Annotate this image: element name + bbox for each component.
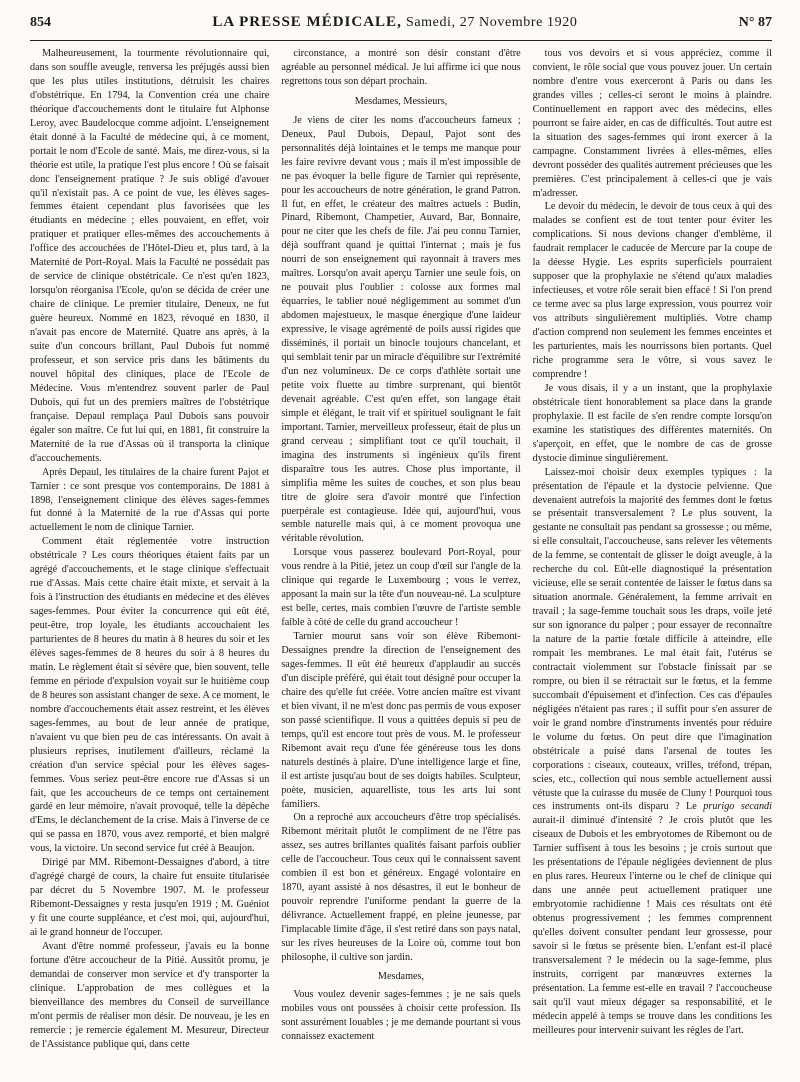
paragraph: On a reproché aux accoucheurs d'être trop spécialisés. Ribemont méritait plutôt le compliment de ne l'être pas assez, ses autres brillantes qualités faisant parfois oublier celle de l'accoucheur. Tous ceux qui le connaissent savent combien il est bon et généreux. Engagé volontaire en 1870, ayant assisté à nos désastres, il eut le bonheur de pouvoir reprendre l'uniforme pendant la guerre de la délivrance. Actuellement frappé, en pleine jeunesse, par l'implacable limite d'âge, il s'est retiré dans son pays natal, sur les rives heureuses de la Loire où, comme tout bon philosophe, il cultive son jardin. — [281, 812, 521, 963]
salutation: Mesdames, — [377, 970, 425, 982]
paragraph — [533, 466, 772, 1038]
running-title — [212, 14, 577, 31]
issue-number: N° 87 — [738, 15, 772, 30]
paragraph: Vous voulez devenir sages-femmes ; je ne sais quels mobiles vous ont poussées à choisir cette profession. Ils sont assurément louables ; je me demande pourtant si vous connaissez exactement — [281, 988, 521, 1042]
paragraph: Avant d'être nommé professeur, j'avais eu la bonne fortune d'être accoucheur de la Pitié. Aussitôt promu, je demandai de conserver mon service et d'y transporter la clinique. L'approbation de mes collègues et la bienveillance des membres du Conseil de surveillance m'ont permis de réaliser mon désir. De nouveau, je les en remercie ; je remercie également M. Mesureur, Directeur de l'Assistance publique qui, dans cette — [30, 941, 270, 1050]
paragraph: Tarnier mourut sans voir son élève Ribemont-Dessaignes prendre la direction de l'enseignement des sages-femmes. Il eût été heureux d'applaudir au succès d'un disciple préféré, qui était tout désigné pour occuper la chaire des qu'elle fut créée. Votre ancien maître est vivant et bien vivant, il ne m'est donc pas permis de vous exposer son passé scientifique. Il vous a quittées depuis si peu de temps, qu'il est encore tout près de vous. M. le professeur Ribemont avait reçu d'une fée généreuse tous les dons naturels destinés à plaire. D'une intelligence large et fine, il est artiste jusqu'au bout de ses doigts habiles. Sculpteur, poète, musicien, aquarelliste, tous les arts lui sont familiers. — [281, 631, 521, 810]
salutation: Mesdames, Messieurs, — [354, 95, 448, 107]
column-3 — [533, 47, 772, 1069]
paragraph: Le devoir du médecin, le devoir de tous ceux à qui des malades se confient est de tout tenter pour éviter les complications. Si nous devions changer d'emblème, il faudrait remplacer le caducée de Mercure par la coupe de la déesse Hygie. Les esprits superficiels pourraient supposer que la prophylaxie ne s'étend qu'aux maladies infectieuses, et votre rôle serait bien effacé ! Si l'on prend ce terme avec sa plus large expression, vous pourrez voir vos attributs singulièrement multipliés. Votre champ d'action comprend non seulement les femmes enceintes et les parturientes, mais les nourrissons bien portants. Quel riche programme sera le vôtre, si vous savez le comprendre ! — [532, 201, 772, 380]
paragraph: Après Depaul, les titulaires de la chaire furent Pajot et Tarnier : ce sont presque vos contemporains. De 1881 à 1898, l'enseignement clinique des élèves sages-femmes fut donné à la Maternité de la rue d'Assas qui porte actuellement le nom de clinique Tarnier. — [30, 466, 270, 534]
paragraph: Comment était réglementée votre instruction obstétricale ? Les cours théoriques étaient faits par un agrégé d'accouchements, et le stage clinique s'effectuait rue d'Assas. Mais cette chaire était mixte, et servait à la fois à l'instruction des étudiants en médecine et des élèves sages-femmes. Pour éviter la concurrence qui eût été, peut-être, trop loyale, les étudiants accouchaient les parturientes de 8 heures du matin à 8 heures du soir et les élèves sages-femmes de 8 heures du soir à 8 heures du matin. Le règlement était si sévère que, bien souvent, telle femme en période d'expulsion voyait sur le huitième coup de 8 heures son assistant changer de sexe. A ce moment, le nombre d'accouchements était assez restreint, et les élèves sages-femmes, au bout de leur année de pratique, n'avaient vu que bien peu de cas intéressants. On avait à plusieurs reprises, inutilement d'ailleurs, réclamé la création d'un service spécial pour les élèves sages-femmes. Vous seriez peut-être encore rue d'Assas si un fait, que les accoucheurs de ce temps ont certainement gardé en leur mémoire, n'avait provoqué, telle la dépêche d'Ems, le déclanchement de la crise. Mais à l'inverse de ce qui se passa en 1870, vous avez remporté, et bien malgré vous, la victoire. Un second service fut créé à Beaujon. — [30, 536, 270, 855]
paragraph: Dirigé par MM. Ribemont-Dessaignes d'abord, à titre d'agrégé chargé de cours, la chaire fut ensuite titularisée par décret du 5 Novembre 1907. M. le professeur Ribemont-Dessaignes y resta jusqu'en 1919 ; M. Guéniot y fit une courte suppléance, et c'est moi, qui, aujourd'hui, ai le grand honneur de l'occuper. — [30, 857, 270, 939]
column-2 — [281, 47, 520, 1069]
paragraph-text: aurait-il diminué d'intensité ? Je crois plutôt que les ciseaux de Dubois et les embryotomes de Ribemont ou de Tarnier suffisent à tous les besoins ; je crois surtout que les présentations de l'épaule négligées deviennent de plus en plus rares. Heureux l'interne ou le chef de clinique qui dans une année peut actuellement pratiquer une embryotomie rachidienne ! Mais ces résultats ont été obtenus progressivement ; les femmes comprennent qu'elles doivent consulter pendant leur grossesse, pour savoir si le fœtus se présente bien. L'enfant est-il placé transversalement ? le médecin ou la sage-femme, plus instruits, corrigent par manœuvres externes la présentation. La femme est-elle en travail ? l'accoucheuse sait qu'il vaut mieux dégager sa responsabilité, et le médecin appelé à temps se trouve dans les conditions les meilleures pour intervenir suivant les règles de l'art. — [532, 815, 772, 1036]
issue-date: Samedi, 27 Novembre 1920 — [405, 15, 578, 30]
paragraph: circonstance, a montré son désir constant d'être agréable au personnel médical. Je lui affirme ici que nous regrettons tous son départ prochain. — [281, 48, 521, 87]
page-number: 854 — [30, 15, 51, 30]
page-header — [30, 14, 772, 41]
paragraph: Malheureusement, la tourmente révolutionnaire qui, dans son souffle aveugle, renversa les préjugés aussi bien que les plus utiles institutions, détruisit les chaires d'obstétrique. En 1794, la Convention créa une chaire théorique d'accouchements dont le titulaire fut Alphonse Leroy, avec Baudelocque comme adjoint. L'enseignement était donné à la Faculté de médecine qui, à ce moment, portait le nom d'Ecole de santé. Mais, me direz-vous, si la théorie est utile, la pratique l'est plus encore ! Où se faisait donc l'enseignement pratique ? Je suis obligé d'avouer qu'il n'existait pas. A ce point de vue, les élèves sages-femmes étaient cependant plus favorisées que les étudiants en médecine ; elles pouvaient, en effet, voir pratiquer et pratiquer elles-mêmes des accouchements à l'office des accouchées de l'Hôtel-Dieu et, plus tard, à la Maternité de Port-Royal. Mais la Faculté ne possédait pas de service de clinique obstétricale. Ce n'est qu'en 1823, lorsqu'on réorganisa l'Ecole, qu'on se décida de créer une chaire de clinique. Le premier titulaire, Deneux, ne fut guère heureux. Nommé en 1823, révoqué en 1830, il n'avait pas encore de Maternité. Quatre ans après, à la suite d'un concours brillant, Paul Dubois fut nommé professeur, et son service pris dans les bâtiments du nouvel hôpital des cliniques, place de l'Ecole de Médecine. Vous m'entendrez souvent parler de Paul Dubois, qui fut un des premiers maîtres de l'obstétrique française. Depaul remplaça Paul Dubois sans pouvoir égaler son maître. Ce fut lui qui, en 1881, fit construire la Maternité de la rue d'Assas où il transporta la clinique d'accouchements. — [30, 48, 270, 464]
paragraph: tous vos devoirs et si vous appréciez, comme il convient, le rôle social que vous pouvez jouer. Un certain nombre d'entre vous exerceront à Paris ou dans les grandes villes ; celles-ci seront le moins à plaindre. Continuellement en rapport avec des médecins, elles pourront se faire aider, en cas de difficultés. Tout autre est la situation des sages-femmes qui iront exercer à la campagne. Constamment livrées à elles-mêmes, elles devront posséder des qualités autrement précieuses que les premières. C'est principalement à celles-ci que je vais m'adresser. — [532, 48, 772, 199]
paragraph-text: Laissez-moi choisir deux exemples typiques : la présentation de l'épaule et la dystocie pelvienne. Que devenaient autrefois la majorité des femmes dont le fœtus se présentait transversalement ? Le plus souvent, la gestante ne consultait pas pendant sa grossesse ; ou même, si elle consultait, l'accoucheuse, sans relever les vêtements de la femme, se contentait de glisser le doigt aveugle, à la recherche du col. Eût-elle diagnostiqué la présentation vicieuse, elle se serait contentée de laisser le fœtus dans sa situation anormale. Généralement, la femme arrivait en travail ; la sage-femme touchait sous les draps, voile jeté sur son ignorance du palper ; pour essayer de reconnaître la nature de la partie fœtale difficile à atteindre, elle rompait les membranes. Le mal était fait, l'utérus se contractait violemment sur l'obstacle finissait par se rompre, ou bien il se rétractait sur le fœtus, et la femme succombait d'épuisement et d'infection. Ces cas d'épaules négligées n'étaient pas rares ; il suffit pour s'en assurer de voir le grand nombre d'instruments inventés pour réduire le volume du fœtus. On peut dire que l'imagination obstétricale a puisé dans l'arsenal de toutes les corporations : ciseaux, couteaux, vrilles, tréfond, trépan, scies, etc., collection qui nous semble actuellement aussi vétuste que la cuirasse du musée de Cluny ! Pourquoi tous ces instruments ont-ils disparu ? Le — [532, 466, 772, 813]
article-columns — [30, 47, 772, 1069]
latin-phrase: prurigo secandi — [703, 801, 772, 813]
paragraph: Je vous disais, il y a un instant, que la prophylaxie obstétricale tient honorablement sa place dans la grande prophylaxie. Il est facile de s'en rendre compte lorsqu'on examine les statistiques des différentes maternités. On s'aperçoit, en effet, que le nombre de cas de grosse dystocie diminue singulièrement. — [532, 382, 772, 464]
paragraph: Je viens de citer les noms d'accoucheurs fameux ; Deneux, Paul Dubois, Depaul, Pajot sont des personnalités déjà lointaines et le temps me manque pour les faire revivre devant vous ; mais il m'est impossible de ne pas évoquer la belle figure de Tarnier qui représente, pour les accoucheurs de notre génération, le grand Patron. Il fut, en effet, le créateur des maîtres actuels : Budin, Pinard, Ribemont, Champetier, Auvard, Bar, Bonnaire, pour ne citer que les chefs de file. J'ai peu connu Tarnier, déjà souffrant quand je quittai l'internat ; mais je fus nourri de son enseignement qui rayonnait à travers mes maîtres. Lorsqu'on avait aperçu Tarnier une seule fois, on ne pouvait plus l'oublier : colosse aux formes mal équarries, le tablier noué négligemment au sommet d'un abdomen majestueux, le masque énergique d'une laideur expressive, le visage agrémenté de poils aussi rigides que disséminés, il portait un binocle toujours chancelant, et qui semblait tenir par un miracle d'équilibre sur l'extrémité d'un nez volumineux. De ce corps d'athlète sortait une petite voix fluette au timbre surprenant, qui bientôt devenait agréable. C'est qu'en effet, son langage était simple et élégant, le trait vif et spirituel soulignant le fait important. Tarnier, merveilleux professeur, était de plus un grand cerveau ; simplifiant tout ce qu'il touchait, il imagina des instruments si ingénieux qu'ils firent disparaître tous les autres. Chose plus importante, il simplifia même les suites de couches, et son plus beau titre de gloire sera d'avoir montré que l'infection puerpérale est contagieuse. Idée qui, aujourd'hui, vous semble naturelle mais qui, à ce moment provoqua une véritable révolution. — [281, 114, 521, 545]
journal-name: LA PRESSE MÉDICALE, — [212, 14, 402, 30]
paragraph: Lorsque vous passerez boulevard Port-Royal, pour vous rendre à la Pitié, jetez un coup d'œil sur l'angle de la clinique qui regarde le Luxembourg ; vous le verrez, apposant la main sur la tête d'un nouveau-né. La sculpture est belle, certes, mais combien l'œuvre de l'artiste semble faible à côté de celle du grand accoucheur ! — [281, 547, 521, 629]
column-1 — [30, 47, 269, 1069]
